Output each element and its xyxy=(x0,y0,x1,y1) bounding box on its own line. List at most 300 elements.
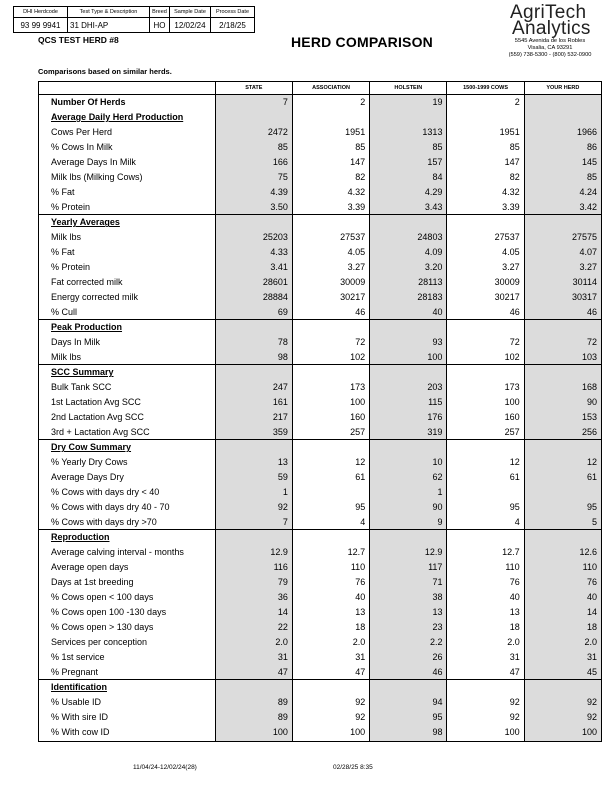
table-row xyxy=(39,545,602,560)
section-header-row xyxy=(39,365,602,380)
cell-value: 3.43 xyxy=(370,200,447,215)
cell-value: 359 xyxy=(215,425,292,440)
cell-value: 7 xyxy=(215,515,292,530)
spacer-cell xyxy=(370,740,447,742)
comparison-table xyxy=(38,81,602,742)
cell-value: 110 xyxy=(447,560,524,575)
cell-value: 4.32 xyxy=(447,185,524,200)
table-header-row xyxy=(39,82,602,95)
cell-value xyxy=(292,530,369,545)
cell-value xyxy=(215,530,292,545)
cell-value xyxy=(215,680,292,695)
cell-value: 47 xyxy=(215,665,292,680)
cell-value: 1966 xyxy=(524,125,601,140)
cell-value: 4.05 xyxy=(292,245,369,260)
cell-value: 84 xyxy=(370,170,447,185)
cell-value: 24803 xyxy=(370,230,447,245)
cell-value: 78 xyxy=(215,335,292,350)
cell-value: 93 xyxy=(370,335,447,350)
cell-value: 12.7 xyxy=(292,545,369,560)
address-line-2: Visalia, CA 93291 xyxy=(527,45,573,51)
row-label: Milk lbs xyxy=(39,230,216,245)
spacer-cell xyxy=(39,740,216,742)
row-label: % Cull xyxy=(39,305,216,320)
cell-value: 92 xyxy=(524,710,601,725)
cell-value: 1951 xyxy=(447,125,524,140)
column-header-association: ASSOCIATION xyxy=(292,82,369,95)
cell-value: 86 xyxy=(524,140,601,155)
cell-value: 30114 xyxy=(524,275,601,290)
cell-value: 76 xyxy=(524,575,601,590)
cell-value xyxy=(524,530,601,545)
cell-value xyxy=(215,365,292,380)
cell-value: 160 xyxy=(292,410,369,425)
cell-value: 2.0 xyxy=(524,635,601,650)
cell-value: 98 xyxy=(215,350,292,365)
spacer-cell xyxy=(215,740,292,742)
table-spacer-row xyxy=(39,740,602,742)
cell-value: 92 xyxy=(524,695,601,710)
cell-value: 4 xyxy=(292,515,369,530)
cell-value: 4.05 xyxy=(447,245,524,260)
cell-value: 92 xyxy=(292,695,369,710)
cell-value: 3.39 xyxy=(292,200,369,215)
table-row xyxy=(39,590,602,605)
row-label: % Protein xyxy=(39,200,216,215)
row-label: % 1st service xyxy=(39,650,216,665)
cell-value: 18 xyxy=(292,620,369,635)
cell-value: 166 xyxy=(215,155,292,170)
row-label: Energy corrected milk xyxy=(39,290,216,305)
cell-value: 173 xyxy=(292,380,369,395)
cell-value: 153 xyxy=(524,410,601,425)
cell-value: 2 xyxy=(447,95,524,110)
cell-value: 103 xyxy=(524,350,601,365)
cell-value: 100 xyxy=(292,395,369,410)
section-header-row xyxy=(39,110,602,125)
sample-date-label: Sample Date xyxy=(170,7,211,18)
cell-value: 102 xyxy=(447,350,524,365)
cell-value: 72 xyxy=(524,335,601,350)
cell-value: 82 xyxy=(292,170,369,185)
cell-value: 46 xyxy=(447,305,524,320)
cell-value: 3.50 xyxy=(215,200,292,215)
cell-value: 102 xyxy=(292,350,369,365)
cell-value xyxy=(370,365,447,380)
row-label: % Cows with days dry 40 - 70 xyxy=(39,500,216,515)
herdcode-label: DHI Herdcode xyxy=(14,7,68,18)
row-label: % With cow ID xyxy=(39,725,216,740)
spacer-cell xyxy=(524,740,601,742)
cell-value: 38 xyxy=(370,590,447,605)
cell-value: 47 xyxy=(447,665,524,680)
cell-value: 90 xyxy=(370,500,447,515)
table-row xyxy=(39,665,602,680)
cell-value: 4.24 xyxy=(524,185,601,200)
cell-value: 13 xyxy=(292,605,369,620)
column-header-your-herd: YOUR HERD xyxy=(524,82,601,95)
cell-value: 117 xyxy=(370,560,447,575)
cell-value: 45 xyxy=(524,665,601,680)
cell-value: 85 xyxy=(292,140,369,155)
cell-value: 100 xyxy=(447,395,524,410)
cell-value xyxy=(292,365,369,380)
table-row xyxy=(39,155,602,170)
row-label: Average calving interval - months xyxy=(39,545,216,560)
cell-value: 116 xyxy=(215,560,292,575)
table-row xyxy=(39,635,602,650)
cell-value: 79 xyxy=(215,575,292,590)
herd-name: QCS TEST HERD #8 xyxy=(38,35,119,45)
cell-value: 203 xyxy=(370,380,447,395)
cell-value: 161 xyxy=(215,395,292,410)
cell-value xyxy=(524,110,601,125)
cell-value: 176 xyxy=(370,410,447,425)
cell-value: 46 xyxy=(524,305,601,320)
address-line-1: 5545 Avenida de los Robles xyxy=(514,38,586,44)
cell-value: 61 xyxy=(447,470,524,485)
cell-value: 100 xyxy=(215,725,292,740)
cell-value: 4.32 xyxy=(292,185,369,200)
cell-value: 1951 xyxy=(292,125,369,140)
cell-value: 257 xyxy=(447,425,524,440)
cell-value: 12 xyxy=(447,455,524,470)
cell-value: 61 xyxy=(292,470,369,485)
cell-value: 12.9 xyxy=(215,545,292,560)
cell-value: 95 xyxy=(447,500,524,515)
cell-value: 12 xyxy=(292,455,369,470)
cell-value: 28601 xyxy=(215,275,292,290)
row-label: Number Of Herds xyxy=(39,95,216,110)
section-header-row xyxy=(39,440,602,455)
cell-value xyxy=(370,320,447,335)
cell-value: 72 xyxy=(447,335,524,350)
table-row xyxy=(39,455,602,470)
cell-value xyxy=(447,215,524,230)
cell-value: 95 xyxy=(292,500,369,515)
row-label: % Fat xyxy=(39,245,216,260)
cell-value xyxy=(370,110,447,125)
cell-value: 4 xyxy=(447,515,524,530)
section-header-row xyxy=(39,530,602,545)
cell-value: 95 xyxy=(370,710,447,725)
cell-value: 31 xyxy=(447,650,524,665)
cell-value: 4.39 xyxy=(215,185,292,200)
cell-value xyxy=(215,440,292,455)
row-label: Average Days In Milk xyxy=(39,155,216,170)
row-label: 1st Lactation Avg SCC xyxy=(39,395,216,410)
cell-value: 2.0 xyxy=(215,635,292,650)
row-label: % Cows with days dry >70 xyxy=(39,515,216,530)
cell-value: 69 xyxy=(215,305,292,320)
table-row xyxy=(39,515,602,530)
row-label: % Protein xyxy=(39,260,216,275)
row-label: % Pregnant xyxy=(39,665,216,680)
cell-value xyxy=(370,680,447,695)
cell-value: 5 xyxy=(524,515,601,530)
cell-value: 18 xyxy=(524,620,601,635)
cell-value: 3.27 xyxy=(524,260,601,275)
cell-value: 30009 xyxy=(447,275,524,290)
table-row xyxy=(39,275,602,290)
breed-label: Breed xyxy=(150,7,170,18)
table-row xyxy=(39,290,602,305)
breed-value: HO xyxy=(150,18,170,33)
row-label: Average open days xyxy=(39,560,216,575)
cell-value xyxy=(447,530,524,545)
cell-value xyxy=(292,485,369,500)
table-row xyxy=(39,725,602,740)
cell-value: 62 xyxy=(370,470,447,485)
cell-value: 30217 xyxy=(292,290,369,305)
cell-value: 89 xyxy=(215,710,292,725)
row-label: Milk lbs (Milking Cows) xyxy=(39,170,216,185)
cell-value xyxy=(447,680,524,695)
cell-value: 28884 xyxy=(215,290,292,305)
cell-value: 61 xyxy=(524,470,601,485)
cell-value: 26 xyxy=(370,650,447,665)
table-row xyxy=(39,140,602,155)
cell-value: 100 xyxy=(447,725,524,740)
column-header-state: STATE xyxy=(215,82,292,95)
cell-value: 47 xyxy=(292,665,369,680)
cell-value: 217 xyxy=(215,410,292,425)
cell-value: 3.27 xyxy=(292,260,369,275)
cell-value: 92 xyxy=(292,710,369,725)
cell-value xyxy=(370,440,447,455)
table-row xyxy=(39,230,602,245)
cell-value: 4.33 xyxy=(215,245,292,260)
company-address xyxy=(490,38,610,59)
logo-line-1: AgriTech xyxy=(510,2,587,23)
row-label: 2nd Lactation Avg SCC xyxy=(39,410,216,425)
cell-value: 12.9 xyxy=(370,545,447,560)
page-title: HERD COMPARISON xyxy=(291,34,433,50)
cell-value: 12.6 xyxy=(524,545,601,560)
company-phone: (559) 738-5300 - (800) 532-0900 xyxy=(508,52,592,58)
cell-value: 92 xyxy=(447,710,524,725)
process-date-label: Process Date xyxy=(211,7,255,18)
cell-value: 14 xyxy=(215,605,292,620)
cell-value xyxy=(447,485,524,500)
table-row xyxy=(39,485,602,500)
cell-value xyxy=(447,110,524,125)
table-row xyxy=(39,380,602,395)
row-label: % Cows with days dry < 40 xyxy=(39,485,216,500)
logo-line-2: Analytics xyxy=(512,18,591,39)
cell-value: 89 xyxy=(215,695,292,710)
cell-value: 2472 xyxy=(215,125,292,140)
footer-date-range: 11/04/24-12/02/24(28) xyxy=(133,764,197,771)
table-row xyxy=(39,470,602,485)
table-row xyxy=(39,500,602,515)
cell-value: 30009 xyxy=(292,275,369,290)
table-row xyxy=(39,620,602,635)
cell-value: 1313 xyxy=(370,125,447,140)
company-logo xyxy=(510,2,600,39)
sample-date-value: 12/02/24 xyxy=(170,18,211,33)
cell-value: 147 xyxy=(447,155,524,170)
cell-value: 3.41 xyxy=(215,260,292,275)
row-label: % Cows open 100 -130 days xyxy=(39,605,216,620)
cell-value: 145 xyxy=(524,155,601,170)
row-label: Cows Per Herd xyxy=(39,125,216,140)
cell-value: 1 xyxy=(370,485,447,500)
row-label: Days In Milk xyxy=(39,335,216,350)
section-title: Average Daily Herd Production xyxy=(39,110,216,125)
cell-value: 95 xyxy=(524,500,601,515)
cell-value: 110 xyxy=(524,560,601,575)
cell-value: 10 xyxy=(370,455,447,470)
cell-value: 3.27 xyxy=(447,260,524,275)
cell-value: 28183 xyxy=(370,290,447,305)
cell-value: 92 xyxy=(447,695,524,710)
test-type-label: Test Type & Description xyxy=(68,7,150,18)
section-header-row xyxy=(39,680,602,695)
cell-value xyxy=(292,440,369,455)
column-header-label xyxy=(39,82,216,95)
row-label: Fat corrected milk xyxy=(39,275,216,290)
cell-value: 31 xyxy=(215,650,292,665)
cell-value: 2.2 xyxy=(370,635,447,650)
table-row xyxy=(39,200,602,215)
cell-value: 1 xyxy=(215,485,292,500)
cell-value xyxy=(447,440,524,455)
row-label: % Fat xyxy=(39,185,216,200)
cell-value: 76 xyxy=(447,575,524,590)
cell-value: 30317 xyxy=(524,290,601,305)
cell-value: 31 xyxy=(524,650,601,665)
row-label: Days at 1st breeding xyxy=(39,575,216,590)
cell-value: 168 xyxy=(524,380,601,395)
cell-value: 27575 xyxy=(524,230,601,245)
cell-value xyxy=(370,215,447,230)
cell-value xyxy=(215,110,292,125)
cell-value: 85 xyxy=(370,140,447,155)
cell-value xyxy=(524,365,601,380)
cell-value: 319 xyxy=(370,425,447,440)
table-row xyxy=(39,695,602,710)
cell-value: 40 xyxy=(292,590,369,605)
cell-value xyxy=(524,680,601,695)
row-label: % Cows open < 100 days xyxy=(39,590,216,605)
section-title: Reproduction xyxy=(39,530,216,545)
test-type-value: 31 DHI-AP xyxy=(68,18,150,33)
cell-value xyxy=(292,320,369,335)
cell-value: 85 xyxy=(447,140,524,155)
cell-value: 247 xyxy=(215,380,292,395)
row-label: % With sire ID xyxy=(39,710,216,725)
spacer-cell xyxy=(292,740,369,742)
table-row xyxy=(39,95,602,110)
cell-value: 30217 xyxy=(447,290,524,305)
footer-print-date: 02/28/25 8:35 xyxy=(333,764,373,771)
cell-value: 46 xyxy=(292,305,369,320)
row-label: Average Days Dry xyxy=(39,470,216,485)
table-row xyxy=(39,710,602,725)
cell-value: 92 xyxy=(215,500,292,515)
table-row xyxy=(39,335,602,350)
column-header-herd-size: 1500-1999 COWS xyxy=(447,82,524,95)
table-row xyxy=(39,605,602,620)
cell-value xyxy=(215,320,292,335)
cell-value: 85 xyxy=(524,170,601,185)
cell-value: 40 xyxy=(370,305,447,320)
cell-value: 4.07 xyxy=(524,245,601,260)
cell-value: 115 xyxy=(370,395,447,410)
cell-value: 72 xyxy=(292,335,369,350)
cell-value: 257 xyxy=(292,425,369,440)
cell-value: 4.09 xyxy=(370,245,447,260)
section-title: SCC Summary xyxy=(39,365,216,380)
row-label: 3rd + Lactation Avg SCC xyxy=(39,425,216,440)
row-label: Bulk Tank SCC xyxy=(39,380,216,395)
cell-value: 76 xyxy=(292,575,369,590)
section-header-row xyxy=(39,320,602,335)
cell-value xyxy=(447,365,524,380)
cell-value: 13 xyxy=(215,455,292,470)
cell-value: 12 xyxy=(524,455,601,470)
cell-value: 147 xyxy=(292,155,369,170)
table-row xyxy=(39,410,602,425)
cell-value: 100 xyxy=(370,350,447,365)
table-row xyxy=(39,395,602,410)
cell-value: 94 xyxy=(370,695,447,710)
cell-value: 13 xyxy=(447,605,524,620)
table-row xyxy=(39,575,602,590)
cell-value xyxy=(447,320,524,335)
cell-value: 173 xyxy=(447,380,524,395)
cell-value xyxy=(524,485,601,500)
table-row xyxy=(39,245,602,260)
cell-value: 100 xyxy=(292,725,369,740)
cell-value: 46 xyxy=(370,665,447,680)
table-row xyxy=(39,185,602,200)
table-row xyxy=(39,260,602,275)
section-title: Identification xyxy=(39,680,216,695)
spacer-cell xyxy=(447,740,524,742)
cell-value: 100 xyxy=(524,725,601,740)
table-row xyxy=(39,560,602,575)
table-row xyxy=(39,305,602,320)
cell-value: 27537 xyxy=(447,230,524,245)
cell-value: 4.29 xyxy=(370,185,447,200)
row-label: Milk lbs xyxy=(39,350,216,365)
cell-value xyxy=(524,320,601,335)
cell-value: 3.42 xyxy=(524,200,601,215)
table-row xyxy=(39,170,602,185)
row-label: Services per conception xyxy=(39,635,216,650)
cell-value: 28113 xyxy=(370,275,447,290)
cell-value: 9 xyxy=(370,515,447,530)
row-label: % Usable ID xyxy=(39,695,216,710)
table-row xyxy=(39,425,602,440)
cell-value: 2.0 xyxy=(447,635,524,650)
cell-value: 157 xyxy=(370,155,447,170)
cell-value: 160 xyxy=(447,410,524,425)
herd-info-box xyxy=(13,6,255,33)
section-title: Yearly Averages xyxy=(39,215,216,230)
column-header-holstein: HOLSTEIN xyxy=(370,82,447,95)
cell-value xyxy=(524,215,601,230)
cell-value: 25203 xyxy=(215,230,292,245)
cell-value: 13 xyxy=(370,605,447,620)
cell-value: 23 xyxy=(370,620,447,635)
section-title: Dry Cow Summary xyxy=(39,440,216,455)
cell-value: 85 xyxy=(215,140,292,155)
cell-value: 18 xyxy=(447,620,524,635)
cell-value xyxy=(292,680,369,695)
